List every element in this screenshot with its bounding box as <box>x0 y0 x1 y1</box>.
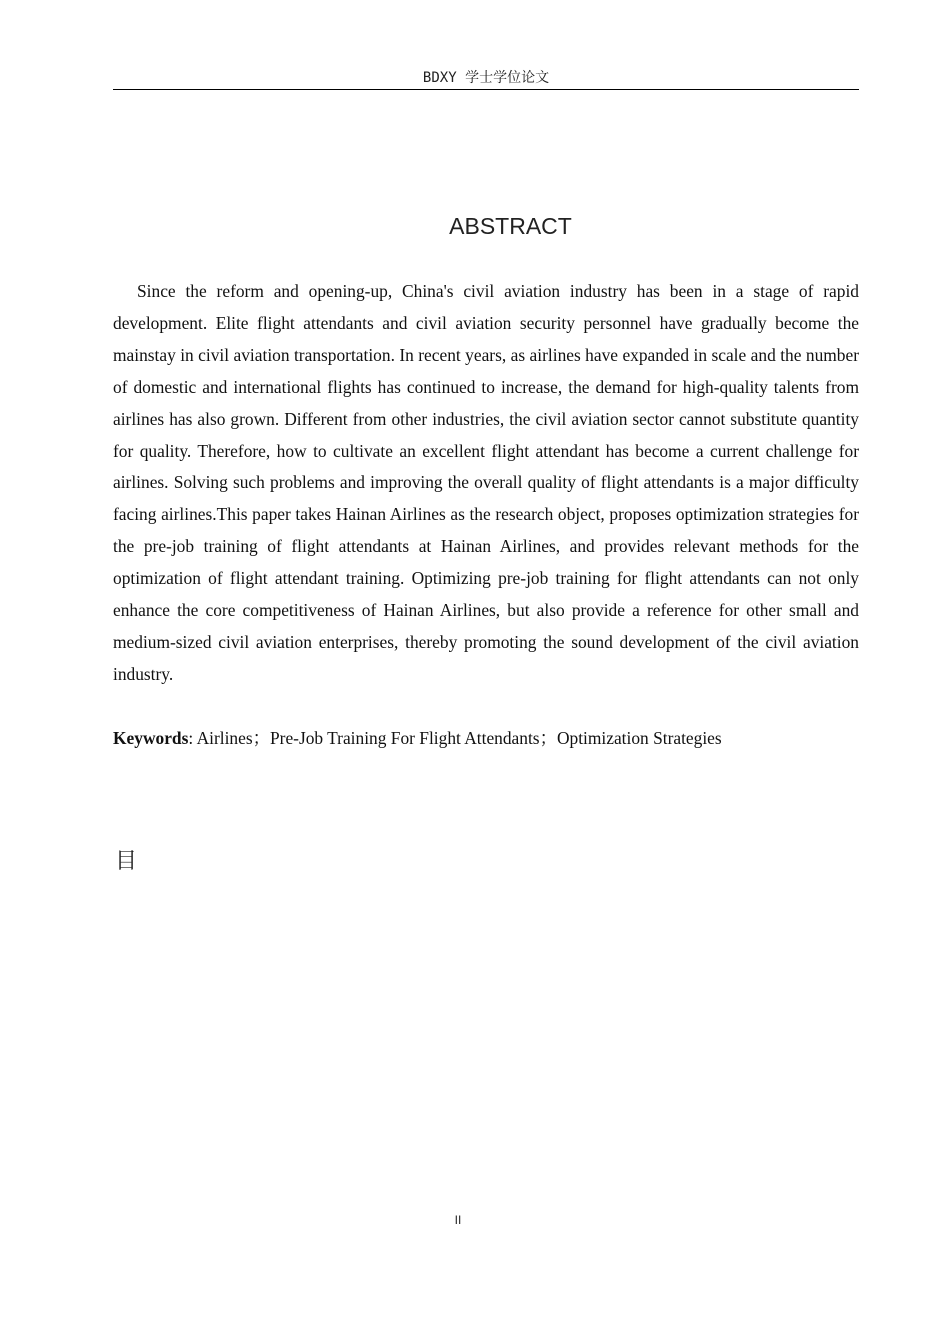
keywords-line <box>113 723 859 755</box>
keywords-label: Keywords <box>113 728 189 748</box>
running-header: BDXY 学士学位论文 <box>113 68 859 90</box>
abstract-body: Since the reform and opening-up, China's civil aviation industry has been in a stage of rapid development. Elite flight attendants and civil aviation security personnel have gradually become the mainstay in civil aviation transportation. In recent years, as airlines have expanded in scale and the number of domestic and international flights has continued to increase, the demand for high-quality talents from airlines has also grown. Different from other industries, the civil aviation sector cannot substitute quantity for quality. Therefore, how to cultivate an excellent flight attendant has become a current challenge for airlines. Solving such problems and improving the overall quality of flight attendants is a major difficulty facing airlines.This paper takes Hainan Airlines as the research object, proposes optimization strategies for the pre-job training of flight attendants at Hainan Airlines, and provides relevant methods for the optimization of flight attendant training. Optimizing pre-job training for flight attendants can not only enhance the core competitiveness of Hainan Airlines, but also provide a reference for other small and medium-sized civil aviation enterprises, thereby promoting the sound development of the civil aviation industry. <box>113 281 859 684</box>
keywords-text: : Airlines；Pre-Job Training For Flight Attendants；Optimization Strategies <box>188 728 722 748</box>
toc-heading-fragment: 目 <box>115 849 138 874</box>
abstract-title: ABSTRACT <box>449 213 572 239</box>
page-number: II <box>454 1213 462 1227</box>
